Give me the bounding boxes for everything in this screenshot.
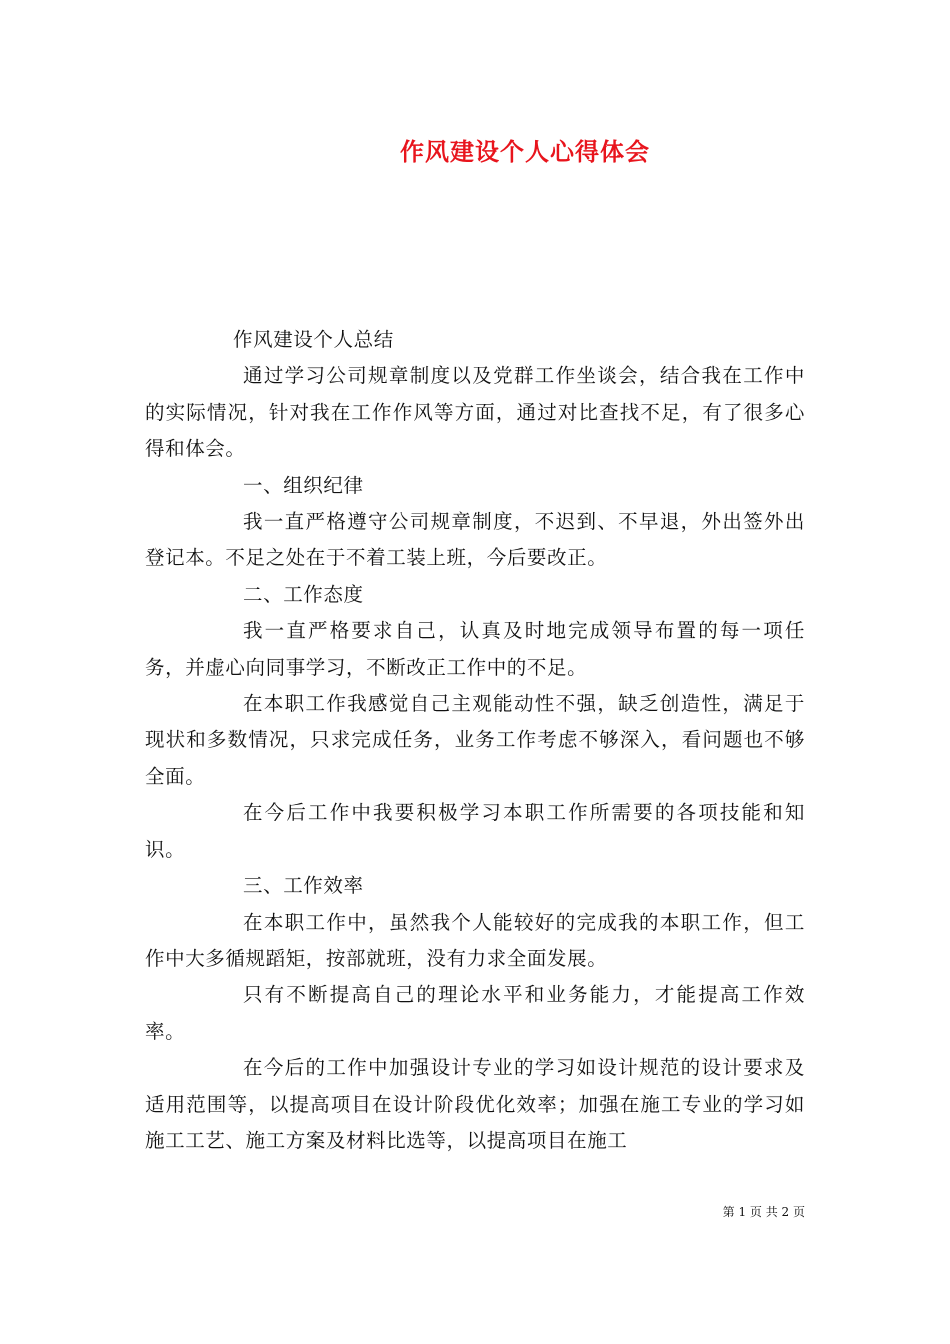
paragraph: 通过学习公司规章制度以及党群工作坐谈会，结合我在工作中的实际情况，针对我在工作作风等方面，通过对比查找不足，有了很多心得和体会。 (145, 364, 805, 461)
section-heading: 一、组织纪律 (243, 473, 364, 497)
section-heading: 二、工作态度 (243, 582, 364, 606)
page-indicator: 第 1 页 共 2 页 (722, 1205, 805, 1219)
section-heading: 三、工作效率 (243, 874, 364, 898)
document-body (145, 322, 805, 1159)
paragraph: 我一直严格遵守公司规章制度，不迟到、不早退，外出签外出登记本。不足之处在于不着工装上班，今后要改正。 (145, 510, 805, 570)
paragraph: 在本职工作中，虽然我个人能较好的完成我的本职工作，但工作中大多循规蹈矩，按部就班，没有力求全面发展。 (145, 910, 805, 970)
document-subtitle: 作风建设个人总结 (233, 328, 394, 351)
paragraph: 在本职工作我感觉自己主观能动性不强，缺乏创造性，满足于现状和多数情况，只求完成任务，业务工作考虑不够深入，看问题也不够全面。 (145, 692, 805, 788)
paragraph: 只有不断提高自己的理论水平和业务能力，才能提高工作效率。 (145, 983, 805, 1043)
paragraph: 在今后的工作中加强设计专业的学习如设计规范的设计要求及适用范围等，以提高项目在设计阶段优化效率；加强在施工专业的学习如施工工艺、施工方案及材料比选等，以提高项目在施工 (145, 1056, 805, 1152)
paragraph: 我一直严格要求自己，认真及时地完成领导布置的每一项任务，并虚心向同事学习，不断改正工作中的不足。 (145, 619, 805, 679)
document-title: 作风建设个人心得体会 (400, 137, 650, 166)
paragraph: 在今后工作中我要积极学习本职工作所需要的各项技能和知识。 (145, 801, 805, 861)
